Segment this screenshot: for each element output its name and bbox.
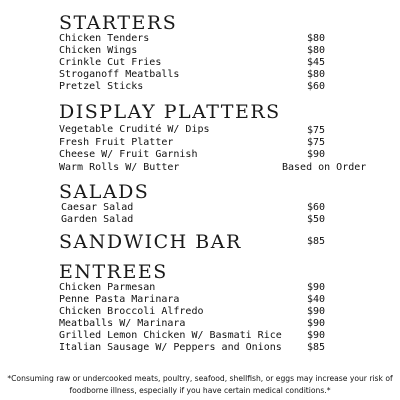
menu-item	[59, 124, 359, 136]
item-name: Cheese W/ Fruit Garnish	[59, 149, 198, 160]
item-name: Garden Salad	[61, 214, 134, 225]
menu-item	[59, 306, 359, 318]
item-price: $80	[307, 45, 326, 56]
item-name: Caesar Salad	[61, 202, 134, 213]
item-price: $80	[307, 69, 326, 80]
item-price: $90	[307, 306, 326, 317]
item-name: Chicken Wings	[59, 45, 138, 56]
item-price: $85	[307, 342, 326, 353]
item-name: Meatballs W/ Marinara	[59, 318, 186, 329]
menu-item	[59, 149, 359, 161]
menu-item	[61, 202, 361, 214]
menu-item	[59, 330, 359, 342]
item-name: Crinkle Cut Fries	[59, 57, 162, 68]
item-name: Grilled Lemon Chicken W/ Basmati Rice	[59, 330, 282, 341]
item-price: $90	[307, 149, 326, 160]
menu-item	[59, 69, 359, 81]
section-title-display-platters: DISPLAY PLATTERS	[59, 101, 281, 123]
section-title-salads: SALADS	[59, 181, 150, 203]
item-name: Stroganoff Meatballs	[59, 69, 180, 80]
item-price: $90	[307, 282, 326, 293]
item-price: $75	[307, 125, 326, 136]
item-price: $90	[307, 330, 326, 341]
section-title-entrees: ENTREES	[59, 261, 168, 283]
menu-item	[59, 45, 359, 57]
item-price: $40	[307, 294, 326, 305]
menu-item	[59, 282, 359, 294]
item-price: $60	[307, 81, 326, 92]
item-name: Italian Sausage W/ Peppers and Onions	[59, 342, 282, 353]
menu-item	[59, 318, 359, 330]
menu-item	[59, 33, 359, 45]
menu-item	[59, 81, 359, 93]
menu-item	[61, 214, 361, 226]
item-name: Pretzel Sticks	[59, 81, 144, 92]
menu-item	[59, 162, 367, 174]
menu-item	[59, 294, 359, 306]
item-price: $90	[307, 318, 326, 329]
section-title-starters: STARTERS	[59, 12, 178, 34]
item-name: Chicken Tenders	[59, 33, 150, 44]
menu-item	[59, 57, 359, 69]
item-price: $75	[307, 137, 326, 148]
menu-item	[59, 137, 359, 149]
item-price: $80	[307, 33, 326, 44]
menu-item	[59, 342, 359, 354]
food-safety-disclaimer: *Consuming raw or undercooked meats, poultry, seafood, shellfish, or eggs may increase your risk of foodborne illness, especially if you have certain medical conditions.*	[7, 374, 393, 395]
item-price: $50	[307, 214, 326, 225]
item-price: $60	[307, 202, 326, 213]
item-price: $45	[307, 57, 326, 68]
item-price: Based on Order	[282, 162, 367, 173]
item-name: Warm Rolls W/ Butter	[59, 162, 180, 173]
item-name: Chicken Parmesan	[59, 282, 156, 293]
item-name: Penne Pasta Marinara	[59, 294, 180, 305]
item-name: Fresh Fruit Platter	[59, 137, 174, 148]
sandwich-bar-price: $85	[307, 236, 326, 247]
section-title-sandwich-bar: SANDWICH BAR	[59, 231, 242, 253]
item-name: Vegetable Crudité W/ Dips	[59, 124, 210, 135]
item-name: Chicken Broccoli Alfredo	[59, 306, 204, 317]
